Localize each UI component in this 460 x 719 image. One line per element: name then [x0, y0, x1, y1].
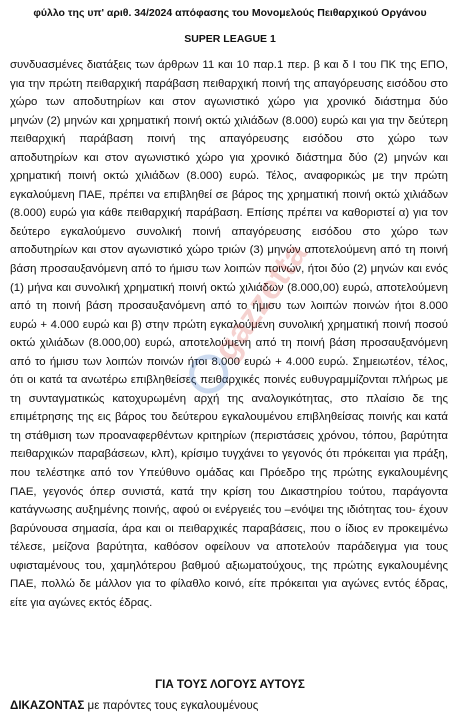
- body-line: χώρο των αποδυτηρίων και στον αγωνιστικό χώρο για χρονικό διάστημα δύο: [10, 96, 448, 109]
- judging-keyword: ΔΙΚΑΖΟΝΤΑΣ: [10, 699, 85, 712]
- reasons-heading: ΓΙΑ ΤΟΥΣ ΛΟΓΟΥΣ ΑΥΤΟΥΣ: [155, 678, 305, 691]
- body-line: τη στάθμιση των προαναφερθέντων κριτηρίων (περιστάσεις χρόνου, τόπου, βαρύτητα: [10, 429, 448, 442]
- body-line: τη συνταγματικώς κατοχυρωμένη αρχή της αναλογικότητας, στο πλαίσιο δε της: [10, 392, 448, 405]
- body-line: χρηματική ποινή οκτώ χιλιάδων (8.000) ευρώ. Τέλος, αναφορικώς με την πρώτη: [10, 170, 448, 183]
- body-line: τέλεσε, μείζονα βαρύτητα, καθόσον οφείλουν να αποτελούν παράδειγμα για τους: [10, 541, 448, 554]
- body-line: από τη ποινή βάση προσαυξανόμενη από το ήμισυ των λοιπών ποινών ήτοι 8.000: [10, 300, 448, 313]
- body-line: πειθαρχικών παραβάσεων, κλπ), κρίσιμο τυγχάνει το γεγονός ότι πρόκειται για πράξη,: [10, 448, 448, 461]
- body-line: βάση προσαυξανόμενη από το ήμισυ των λοιπών ποινών, ήτοι δύο (2) μηνών και ενός: [10, 263, 448, 276]
- body-line: για την πρώτη πειθαρχική παράβαση πειθαρχική ποινή της απαγόρευσης εισόδου στο: [10, 77, 448, 90]
- body-line: συνδυασμένες διατάξεις των άρθρων 11 και 10 παρ.1 περ. β και δ Ι του ΠΚ της ΕΠΟ,: [10, 59, 448, 71]
- body-line: ΠΑΕ, πολλώ δε μάλλον για το φίλαθλο κοινό, είτε πρόκειται για αγώνες εντός έδρας,: [10, 578, 448, 591]
- body-line: είτε για αγώνες εκτός έδρας.: [10, 596, 153, 609]
- header-decision-reference: φύλλο της υπ' αριθ. 34/2024 απόφασης του Μονομελούς Πειθαρχικού Οργάνου: [33, 7, 427, 19]
- body-line: (1) μήνα και συνολική χρηματική ποινή οκτώ χιλιάδων (8.000,00) ευρώ, αποτελούμενη: [10, 281, 448, 294]
- body-line: υφισταμένους του, χαμηλότερου βαθμού αξιωματούχους, της πρώτης εγκαλουμένης: [10, 559, 448, 572]
- body-line: ότι οι κατά τα ανωτέρω επιβληθείσες πειθαρχικές ποινές ευθυγραμμίζονται πλήρως με: [10, 374, 448, 387]
- body-line: βαρύνουσα σημασία, άρα και οι πειθαρχικές παραβάσεις, που ο ίδιος εν προκειμένω: [10, 522, 448, 535]
- body-line: που τελέστηκε από τον Υπεύθυνο ομάδας και Πρόεδρο της πρώτης εγκαλουμένης: [10, 467, 448, 480]
- body-line: ευρώ + 4.000 ευρώ και β) στην πρώτη εγκαλούμενη συνολική χρηματική ποινή ποσού: [10, 318, 448, 331]
- body-line: (8.000) ευρώ για κάθε πειθαρχική παράβαση. Επίσης πρέπει να καθοριστεί α) για τον: [10, 207, 448, 220]
- body-line: επιμέτρησης της εις βάρος του δεύτερου εγκαλουμένου επιβληθείσας ποινής και κατά: [10, 411, 448, 424]
- body-line: αποδυτηρίων και στον αγωνιστικό χώρο για χρονικό διάστημα δύο (2) μηνών και: [10, 151, 448, 164]
- body-line: δεύτερο εγκαλούμενο συνολική ποινή απαγόρευσης εισόδου στο χώρο των: [10, 225, 448, 238]
- body-line: μηνών (2) μηνών και χρηματική ποινή οκτώ χιλιάδων (8.000) ευρώ και για την δεύτερη: [10, 114, 448, 127]
- body-line: εγκαλούμενη ΠΑΕ, πρέπει να επιβληθεί σε βάρος της χρηματική ποινή οκτώ χιλιάδων: [10, 188, 448, 201]
- body-line: ΠΑΕ, γεγονός όπερ συνιστά, κατά την κρίση του Δικαστηρίου τούτου, παράγοντα: [10, 485, 448, 498]
- body-line: αποδυτηρίων και στον αγωνιστικό χώρο τριών (3) μηνών αποτελούμενη από τη ποινή: [10, 244, 448, 257]
- body-line: από το ήμισυ των λοιπών ποινών ήτοι 8.000 ευρώ + 4.000 ευρώ. Σημειωτέον, τέλος,: [10, 355, 448, 368]
- body-line: κατάγνωσης αυξημένης ποινής, αφού οι ενέργειές του –ενόψει της ιδιότητας του- έχουν: [10, 504, 448, 517]
- header-league-name: SUPER LEAGUE 1: [184, 33, 276, 45]
- judging-line-rest: με παρόντες τους εγκαλουμένους: [84, 699, 259, 712]
- body-line: οκτώ χιλιάδων (8.000,00) ευρώ, αποτελούμενη από τη ποινή βάση προσαυξανόμενη: [10, 337, 448, 350]
- judging-line: [10, 699, 258, 712]
- watermark-wordmark: gazzetta: [206, 235, 315, 368]
- body-line: πειθαρχική παράβαση ποινή της απαγόρευσης εισόδου στο χώρο των: [10, 133, 448, 146]
- body-paragraph: [10, 56, 448, 612]
